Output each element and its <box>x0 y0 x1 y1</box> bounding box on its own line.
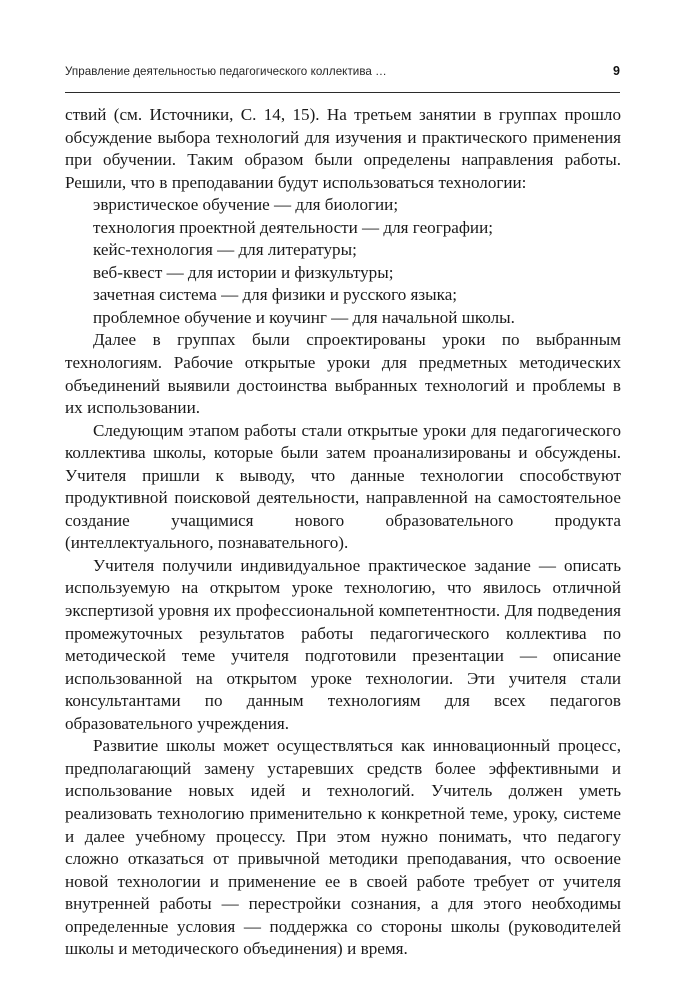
list-item: кейс-технология — для литературы; <box>93 240 357 260</box>
list-item: эвристическое обучение — для биологии; <box>93 195 399 215</box>
paragraph-teacher-assignment: Учителя получили индивидуальное практическое задание — описать используемую на открытом уроке технологию, что явилось отличной экспертизой уровня их профессиональной компетентности. Для подведения промежуточных результатов работы педагогического коллектива по методической теме учителя подготовили презентации — описание использованной на открытом уроке технологии. Эти учителя стали консультантами по данным технологиям для всех педагогов образовательного учреждения. <box>65 555 621 733</box>
page-number: 9 <box>612 64 620 78</box>
list-item: веб-квест — для истории и физкультуры; <box>93 262 394 282</box>
body-text-column <box>65 104 621 961</box>
paragraph-lesson-design: Далее в группах были спроектированы уроки по выбранным технологиям. Рабочие открытые уроки для предметных методических объединений выявили достоинства выбранных технологий и проблемы в их использовании. <box>65 330 621 418</box>
header-rule-divider <box>65 92 620 93</box>
running-head-title: Управление деятельностью педагогического коллектива … <box>65 65 387 78</box>
paragraph-open-lessons: Следующим этапом работы стали открытые уроки для педагогического коллектива школы, которые были затем проанализированы и обсуждены. Учителя пришли к выводу, что данные технологии способствуют продуктивной поисковой деятельности, направленной на самостоятельное создание учащимися нового образовательного продукта (интеллектуального, познавательного). <box>65 420 621 553</box>
list-item: технология проектной деятельности — для географии; <box>93 217 493 237</box>
technology-list <box>65 194 621 329</box>
paragraph-school-development: Развитие школы может осуществляться как инновационный процесс, предполагающий замену устаревших средств более эффективными и использование новых идей и технологий. Учитель должен уметь реализовать технологию применительно к конкретной теме, уроку, системе и далее учебному процессу. При этом нужно понимать, что педагогу сложно отказаться от привычной методики преподавания, что освоение новой технологии и применение ее в своей работе требует от учителя внутренней работы — перестройки сознания, а для этого необходимы определенные условия — поддержка со стороны школы (руководителей школы и методического объединения) и время. <box>65 736 621 959</box>
running-head <box>65 64 620 79</box>
list-item: проблемное обучение и коучинг — для начальной школы. <box>93 307 515 327</box>
paragraph-continued: ствий (см. Источники, С. 14, 15). На третьем занятии в группах прошло обсуждение выбора технологий для изучения и практического применения при обучении. Таким образом были определены направления работы. Решили, что в преподавании будут использоваться технологии: <box>65 105 621 192</box>
list-item: зачетная система — для физики и русского языка; <box>93 285 458 305</box>
